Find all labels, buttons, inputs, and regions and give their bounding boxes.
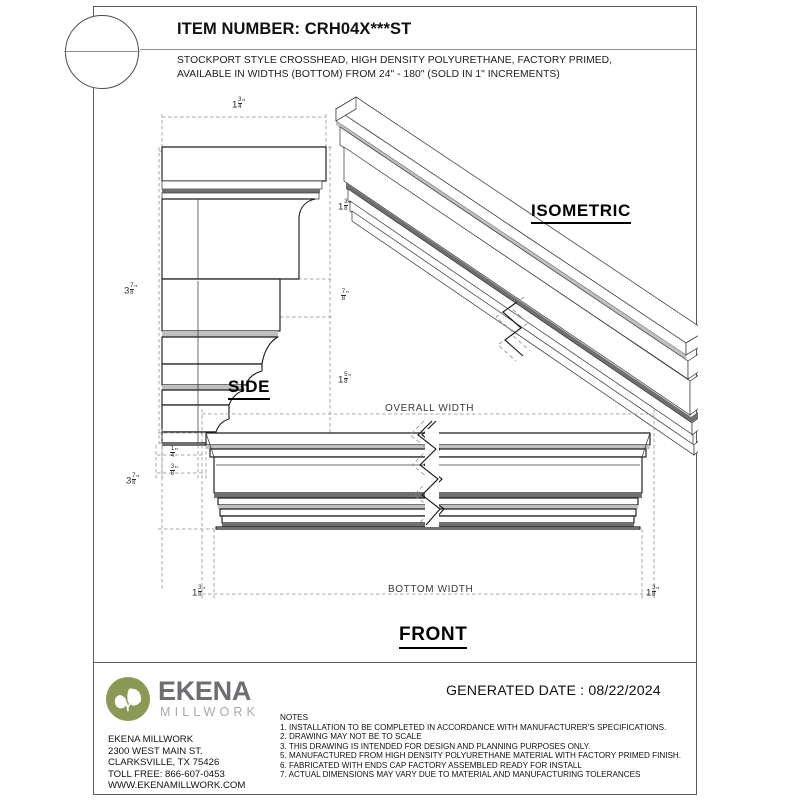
address-line: TOLL FREE: 866-607-0453 (108, 768, 225, 780)
title-block-footer (94, 662, 696, 794)
view-label-isometric: ISOMETRIC (531, 201, 631, 224)
technical-drawing-svg (94, 89, 698, 662)
note-item: 1. INSTALLATION TO BE COMPLETED IN ACCORDANCE WITH MANUFACTURER'S SPECIFICATIONS. (280, 722, 667, 732)
dim-side-overall-height: 3 $\frac{7}{8}$ " (124, 282, 138, 297)
logo-wordmark: EKENA (158, 676, 252, 706)
notes-title: NOTES (280, 713, 308, 722)
address-line: EKENA MILLWORK (108, 734, 194, 745)
revision-circle-icon (65, 15, 139, 89)
drawing-area (94, 89, 698, 662)
front-profile (206, 421, 650, 529)
product-description-line-2: AVAILABLE IN WIDTHS (BOTTOM) FROM 24" - 180" (SOLD IN 1" INCREMENTS) (177, 69, 560, 80)
dim-side-top-width: 1 $\frac{3}{4}$ " (232, 96, 246, 111)
label-overall-width: OVERALL WIDTH (385, 403, 475, 414)
address-website: WWW.EKENAMILLWORK.COM (108, 780, 246, 792)
dim-side-bottom-inner: $\frac{1}{4}$ " (170, 445, 178, 460)
note-item: 7. ACTUAL DIMENSIONS MAY VARY DUE TO MATERIAL AND MANUFACTURING TOLERANCES (280, 770, 641, 779)
dim-front-right-return: 1 $\frac{3}{8}$ " (646, 584, 660, 599)
title-block-header (94, 7, 696, 89)
note-item: 5. MANUFACTURED FROM HIGH DENSITY POLYURETHANE MATERIAL WITH FACTORY PRIMED FINISH. (280, 751, 682, 760)
company-logo (106, 673, 284, 729)
dim-side-bottom-outer: $\frac{3}{8}$ " (170, 463, 178, 478)
side-profile (162, 147, 326, 446)
dim-side-upper-right: 1 $\frac{3}{8}$ " (338, 198, 352, 213)
item-number: ITEM NUMBER: CRH04X***ST (177, 20, 412, 38)
view-label-front: FRONT (399, 624, 467, 649)
label-bottom-width: BOTTOM WIDTH (388, 584, 474, 595)
generated-date: GENERATED DATE : 08/22/2024 (446, 683, 661, 699)
note-item: 2. DRAWING MAY NOT BE TO SCALE (280, 732, 422, 741)
dim-front-height: 3 $\frac{7}{8}$ " (126, 472, 140, 487)
dim-side-lower-right: 1 $\frac{5}{8}$ " (338, 371, 352, 386)
address-line: CLARKSVILLE, TX 75426 (108, 757, 220, 769)
note-item: 3. THIS DRAWING IS INTENDED FOR DESIGN AND PLANNING PURPOSES ONLY. (280, 741, 591, 751)
dim-side-mid-right: $\frac{7}{8}$ " (341, 288, 349, 303)
drawing-sheet (93, 6, 697, 795)
address-line: 2300 WEST MAIN ST. (108, 745, 203, 757)
leaf-badge-icon (106, 677, 150, 721)
notes-block (280, 713, 692, 780)
dim-front-left-return: 1 $\frac{3}{8}$ " (192, 584, 206, 599)
logo-subtitle: MILLWORK (160, 705, 260, 719)
isometric-view (336, 97, 698, 455)
revision-circle-divider (64, 51, 140, 52)
header-divider (140, 49, 696, 50)
view-label-side: SIDE (228, 377, 270, 400)
note-item: 6. FABRICATED WITH ENDS CAP FACTORY ASSEMBLED READY FOR INSTALL (280, 760, 582, 770)
company-address (108, 734, 245, 792)
product-description-line-1: STOCKPORT STYLE CROSSHEAD, HIGH DENSITY POLYURETHANE, FACTORY PRIMED, (177, 55, 613, 66)
